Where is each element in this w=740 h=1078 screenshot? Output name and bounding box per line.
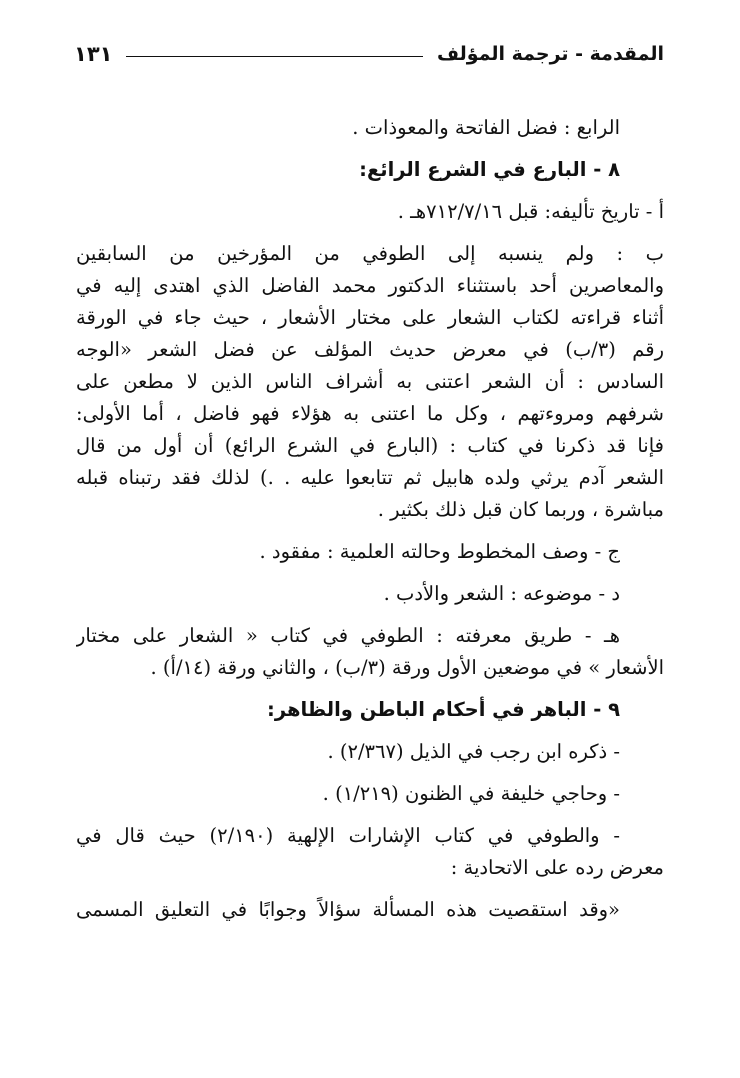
paragraph-b — [76, 238, 664, 526]
page-number: ١٣١ — [74, 42, 113, 66]
text-line: «وقد استقصيت هذه المسألة سؤالاً وجوابًا في التعليق المسمى — [76, 898, 620, 921]
text-line: - وحاجي خليفة في الظنون (١/٢١٩) . — [322, 782, 620, 805]
paragraph-line: هـ - طريق معرفته : الطوفي في كتاب « الشعار على مختار — [76, 624, 620, 647]
paragraph-line: السادس : أن الشعر اعتنى به أشراف الناس الذين لا مطعن على — [76, 370, 664, 393]
running-header — [74, 34, 664, 74]
page-body — [76, 110, 664, 926]
paragraph-line: الأشعار » في موضعين الأول ورقة (٣/ب) ، والثاني ورقة (١٤/أ) . — [150, 656, 664, 679]
paragraph-line: شرفهم ومروءتهم ، وكل ما اعتنى به هؤلاء فهو فاضل ، أما الأولى: — [76, 402, 664, 425]
text-line: ج - وصف المخطوط وحالته العلمية : مفقود . — [259, 540, 620, 563]
paragraph-line: - والطوفي في كتاب الإشارات الإلهية (٢/١٩٠) حيث قال في — [76, 824, 621, 847]
section-heading-8: ٨ - البارع في الشرع الرائع: — [359, 158, 620, 181]
paragraph-line: ب : ولم ينسبه إلى الطوفي من المؤرخين من السابقين — [76, 242, 664, 265]
text-line: الرابع : فضل الفاتحة والمعوذات . — [352, 116, 620, 139]
paragraph-line: الشعر آدم يرثي ولده هابيل ثم تتابعوا عليه . .) لذلك فقد رتبناه قبله — [76, 466, 664, 489]
paragraph-t — [76, 820, 664, 884]
section-heading-9: ٩ - الباهر في أحكام الباطن والظاهر: — [267, 698, 620, 721]
paragraph-line: معرض رده على الاتحادية : — [450, 856, 664, 879]
paragraph-line: رقم (٣/ب) في معرض حديث المؤلف عن فضل الشعر «الوجه — [76, 338, 664, 361]
paragraph-line: مباشرة ، وربما كان قبل ذلك بكثير . — [377, 498, 664, 521]
text-line: أ - تاريخ تأليفه: قبل ٧١٢/٧/١٦هـ . — [397, 200, 664, 223]
paragraph-h — [76, 620, 664, 684]
paragraph-line: والمعاصرين أحد باستثناء الدكتور محمد الفاضل الذي اهتدى إليه في — [76, 274, 664, 297]
paragraph-line: فإنا قد ذكرنا في كتاب : (البارع في الشرع الرائع) أن أول من قال — [76, 434, 664, 457]
paragraph-line: أثناء قراءته لكتاب الشعار على مختار الأشعار ، حيث جاء في الورقة — [76, 306, 664, 329]
header-title: المقدمة - ترجمة المؤلف — [436, 43, 664, 65]
text-line: - ذكره ابن رجب في الذيل (٢/٣٦٧) . — [327, 740, 620, 763]
header-rule — [126, 56, 423, 57]
text-line: د - موضوعه : الشعر والأدب . — [383, 582, 620, 605]
